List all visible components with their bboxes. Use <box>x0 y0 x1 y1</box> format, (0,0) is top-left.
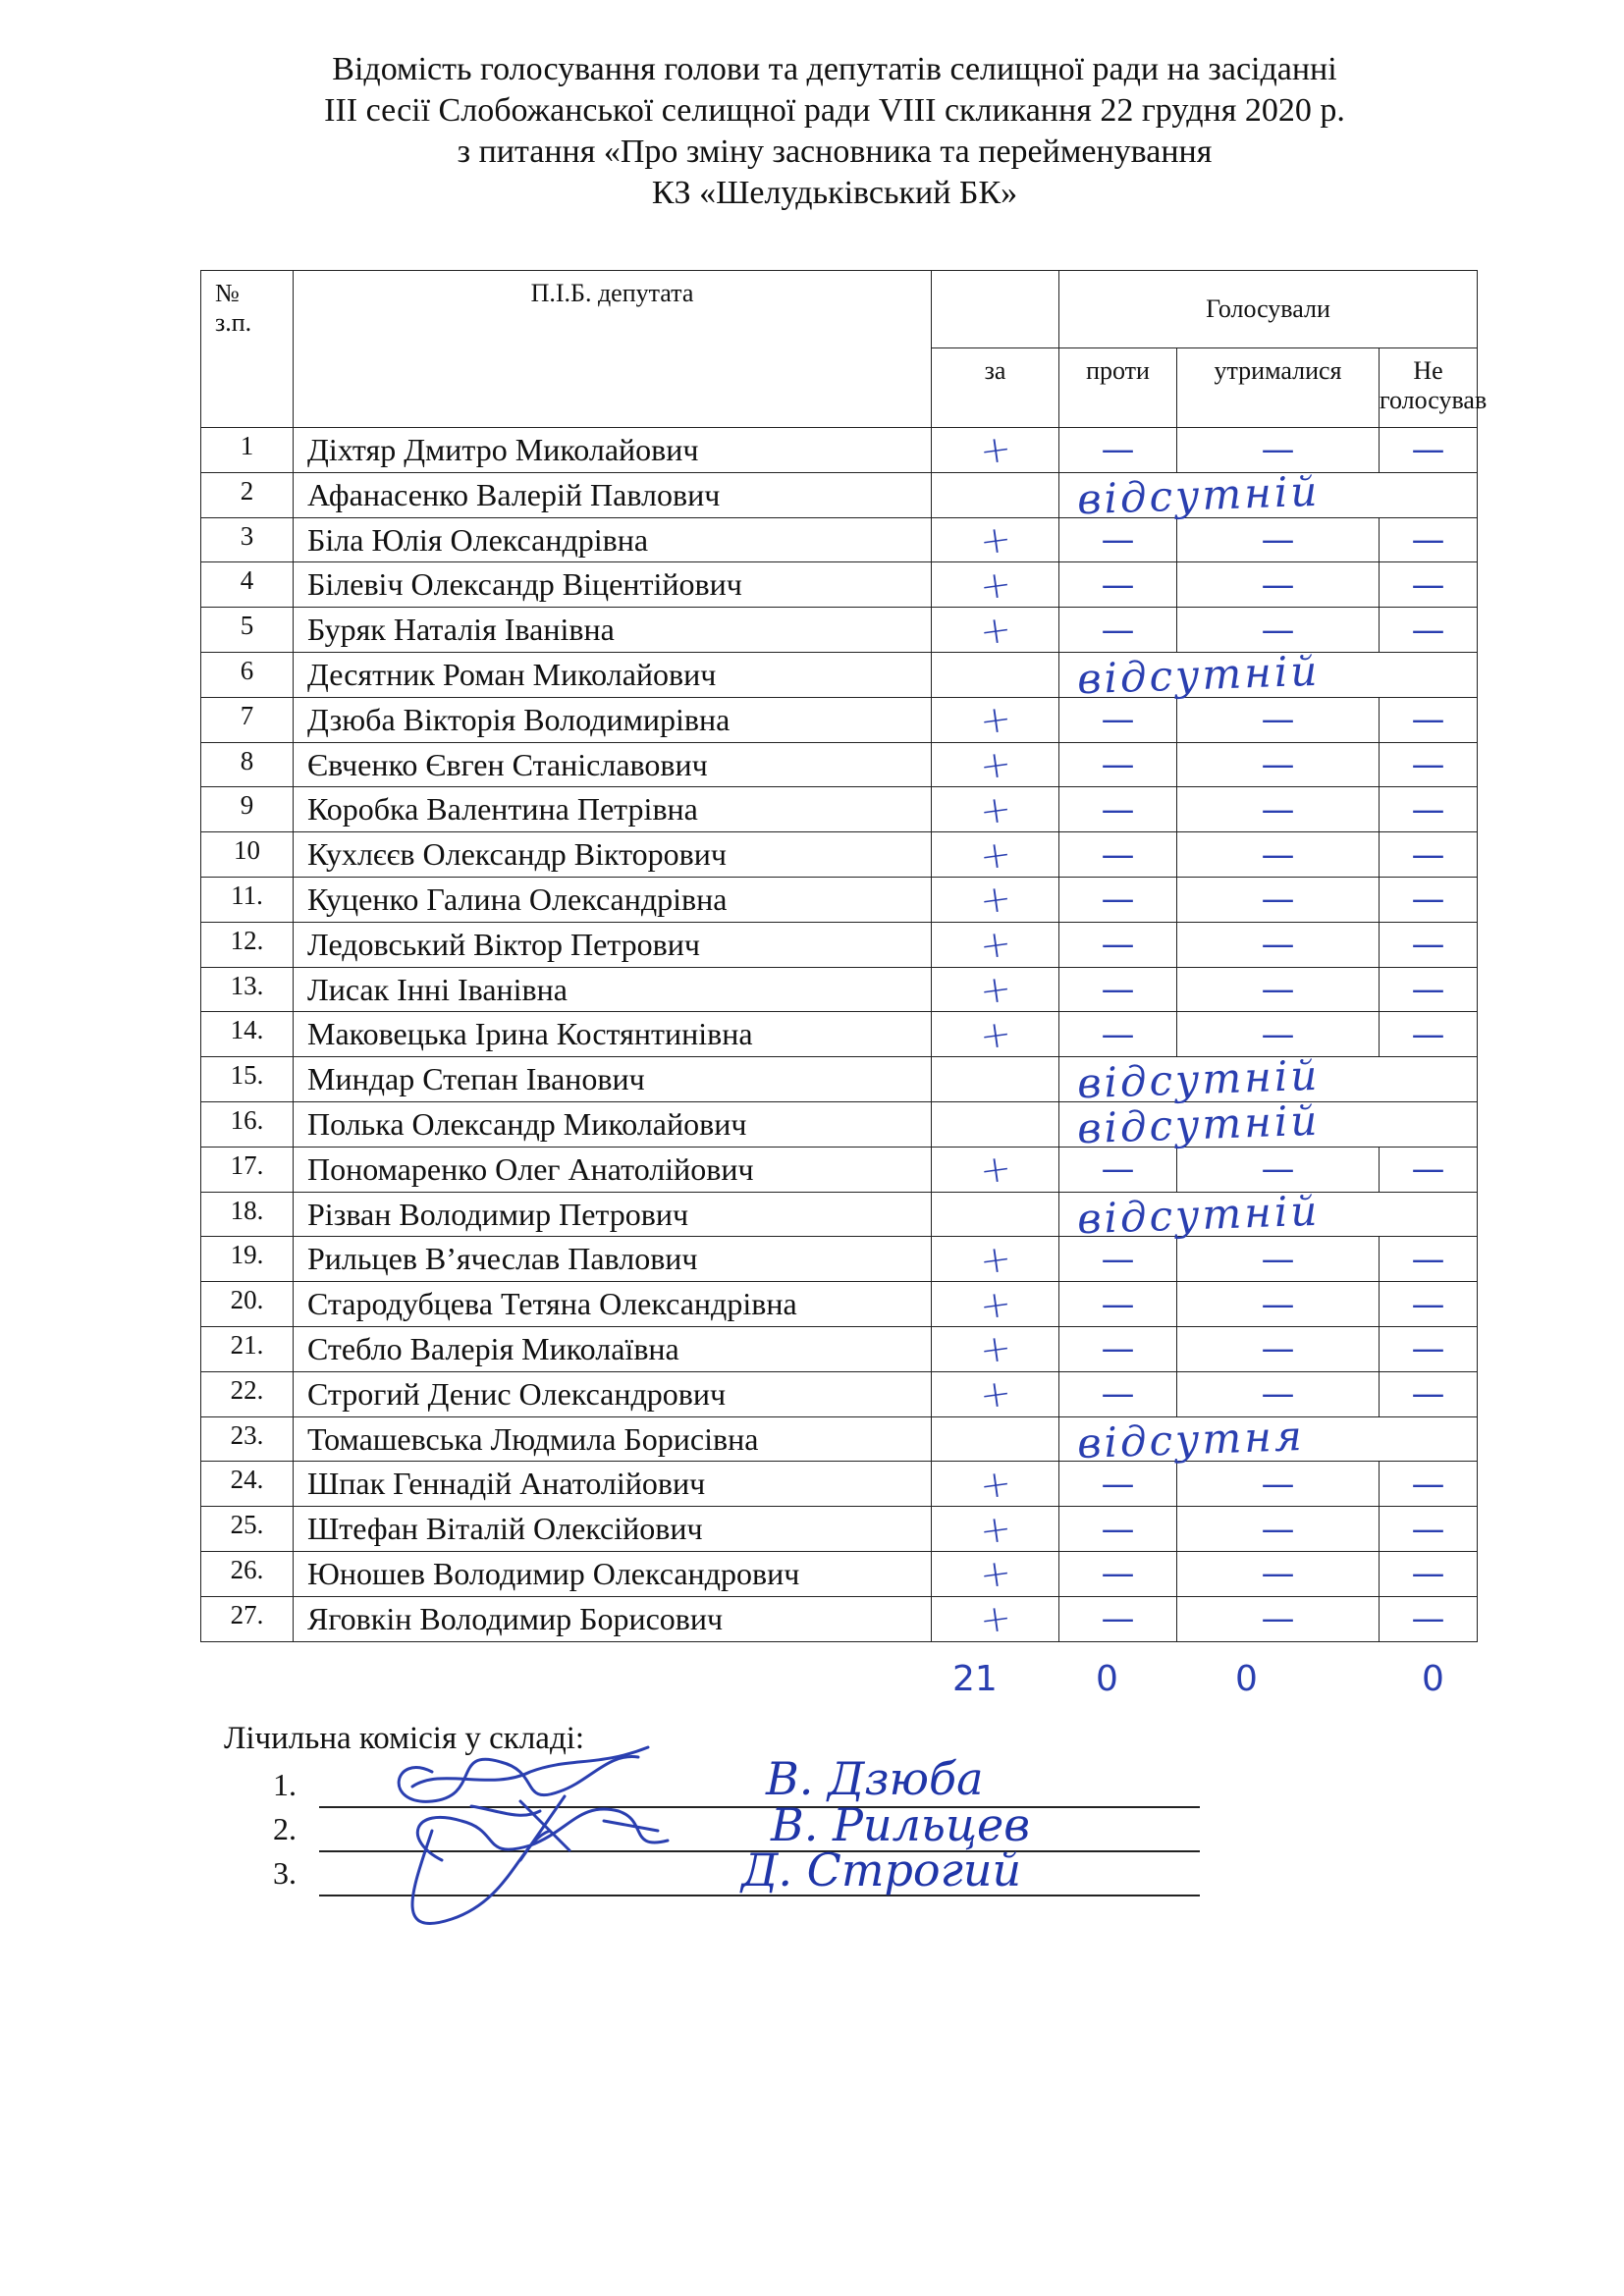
header-deputy-name: П.І.Б. депутата <box>294 271 932 428</box>
vote-plus-mark: + <box>976 830 1014 879</box>
row-number: 15. <box>201 1057 294 1102</box>
row-number: 8 <box>201 742 294 787</box>
vote-for-cell <box>932 832 1059 878</box>
row-number: 26. <box>201 1551 294 1596</box>
vote-for-cell <box>932 1101 1059 1147</box>
vote-not-voted-cell <box>1380 608 1478 653</box>
vote-for-cell <box>932 877 1059 922</box>
row-number: 24. <box>201 1462 294 1507</box>
vote-abstained-cell <box>1177 1371 1380 1416</box>
deputy-name: Юношев Володимир Олександрович <box>294 1551 932 1596</box>
vote-for-cell <box>932 1551 1059 1596</box>
vote-plus-mark: + <box>976 921 1014 969</box>
vote-dash-mark: — <box>1101 1509 1135 1549</box>
absent-cell <box>1059 1186 1478 1243</box>
vote-abstained-cell <box>1177 787 1380 832</box>
commission-member-number: 2. <box>273 1811 297 1846</box>
commission-member-name: Д. Строгий <box>741 1843 1022 1896</box>
table-row <box>201 1282 1478 1327</box>
row-number: 21. <box>201 1326 294 1371</box>
vote-plus-mark: + <box>976 426 1014 474</box>
vote-against-cell <box>1059 1147 1177 1192</box>
table-row <box>201 1101 1478 1147</box>
vote-against-cell <box>1059 1282 1177 1327</box>
vote-for-cell <box>932 1596 1059 1641</box>
vote-dash-mark: — <box>1261 1149 1295 1190</box>
deputy-name: Біла Юлія Олександрівна <box>294 517 932 562</box>
vote-plus-mark: + <box>976 1010 1014 1058</box>
total-for: 21 <box>952 1659 998 1699</box>
vote-against-cell <box>1059 832 1177 878</box>
table-row <box>201 428 1478 473</box>
vote-for-cell <box>932 967 1059 1012</box>
deputy-name: Стародубцева Тетяна Олександрівна <box>294 1282 932 1327</box>
row-number: 3 <box>201 517 294 562</box>
vote-against-cell <box>1059 608 1177 653</box>
vote-plus-mark: + <box>976 561 1014 609</box>
vote-abstained-cell <box>1177 608 1380 653</box>
vote-for-cell <box>932 608 1059 653</box>
table-row <box>201 787 1478 832</box>
vote-dash-mark: — <box>1101 969 1135 1009</box>
vote-dash-mark: — <box>1411 789 1445 829</box>
deputy-name: Лисак Інні Іванівна <box>294 967 932 1012</box>
vote-plus-mark: + <box>976 876 1014 924</box>
vote-abstained-cell <box>1177 742 1380 787</box>
commission-member-number: 1. <box>273 1767 297 1802</box>
vote-not-voted-cell <box>1380 1147 1478 1192</box>
commission-member-name: В. Дзюба <box>766 1752 984 1805</box>
row-number: 11. <box>201 877 294 922</box>
row-number: 19. <box>201 1237 294 1282</box>
vote-against-cell <box>1059 562 1177 608</box>
vote-against-cell <box>1059 877 1177 922</box>
vote-plus-mark: + <box>976 1595 1014 1643</box>
vote-plus-mark: + <box>976 1280 1014 1328</box>
vote-abstained-cell <box>1177 1551 1380 1596</box>
table-row <box>201 922 1478 967</box>
vote-for-cell <box>932 1371 1059 1416</box>
vote-dash-mark: — <box>1101 1464 1135 1504</box>
vote-dash-mark: — <box>1261 430 1295 470</box>
vote-abstained-cell <box>1177 1147 1380 1192</box>
vote-dash-mark: — <box>1261 744 1295 784</box>
vote-not-voted-cell <box>1380 967 1478 1012</box>
table-row <box>201 877 1478 922</box>
vote-against-cell <box>1059 1012 1177 1057</box>
vote-abstained-cell <box>1177 877 1380 922</box>
vote-dash-mark: — <box>1261 1374 1295 1415</box>
vote-dash-mark: — <box>1261 1284 1295 1324</box>
deputy-name: Строгий Денис Олександрович <box>294 1371 932 1416</box>
vote-dash-mark: — <box>1261 925 1295 965</box>
vote-dash-mark: — <box>1261 1509 1295 1549</box>
vote-for-cell <box>932 1462 1059 1507</box>
vote-abstained-cell <box>1177 1507 1380 1552</box>
vote-abstained-cell <box>1177 562 1380 608</box>
header-for: за <box>932 348 1059 428</box>
vote-abstained-cell <box>1177 832 1380 878</box>
vote-dash-mark: — <box>1261 1329 1295 1369</box>
vote-not-voted-cell <box>1380 1596 1478 1641</box>
vote-abstained-cell <box>1177 1326 1380 1371</box>
vote-plus-mark: + <box>976 606 1014 654</box>
total-not-voted: 0 <box>1422 1659 1444 1699</box>
vote-against-cell <box>1059 1462 1177 1507</box>
vote-dash-mark: — <box>1411 1464 1445 1504</box>
header-abstained: утрималися <box>1177 348 1380 428</box>
title-line-4: КЗ «Шелудьківський БК» <box>651 175 1018 211</box>
vote-against-cell <box>1059 967 1177 1012</box>
deputy-name: Афанасенко Валерій Павлович <box>294 472 932 517</box>
deputy-name: Полька Олександр Миколайович <box>294 1101 932 1147</box>
header-number: № з.п. <box>201 271 294 428</box>
row-number: 9 <box>201 787 294 832</box>
vote-dash-mark: — <box>1261 1239 1295 1279</box>
deputy-name: Томашевська Людмила Борисівна <box>294 1416 932 1462</box>
vote-not-voted-cell <box>1380 1462 1478 1507</box>
header-voted-group: Голосували <box>1059 271 1478 348</box>
vote-dash-mark: — <box>1411 1284 1445 1324</box>
vote-dash-mark: — <box>1101 430 1135 470</box>
absent-cell <box>1059 646 1478 704</box>
vote-dash-mark: — <box>1101 834 1135 875</box>
row-number: 6 <box>201 652 294 697</box>
title-line-2: ІІІ сесії Слобожанської селищної ради VIII скликання 22 грудня 2020 р. <box>324 92 1345 129</box>
vote-for-cell <box>932 1192 1059 1237</box>
header-empty <box>932 271 1059 348</box>
vote-for-cell <box>932 1147 1059 1192</box>
table-row <box>201 1462 1478 1507</box>
header-not-voted: Не голосував <box>1380 348 1478 428</box>
row-number: 7 <box>201 697 294 742</box>
deputy-name: Білевіч Олександр Віцентійович <box>294 562 932 608</box>
document-title <box>196 49 1473 214</box>
vote-abstained-cell <box>1177 1237 1380 1282</box>
deputy-name: Десятник Роман Миколайович <box>294 652 932 697</box>
table-row <box>201 1326 1478 1371</box>
vote-plus-mark: + <box>976 965 1014 1013</box>
vote-dash-mark: — <box>1101 880 1135 920</box>
table-row <box>201 472 1478 517</box>
table-row <box>201 1507 1478 1552</box>
row-number: 5 <box>201 608 294 653</box>
vote-against-cell <box>1059 697 1177 742</box>
total-abstained: 0 <box>1235 1659 1258 1699</box>
vote-abstained-cell <box>1177 697 1380 742</box>
vote-dash-mark: — <box>1411 1239 1445 1279</box>
vote-dash-mark: — <box>1261 789 1295 829</box>
vote-against-cell <box>1059 1237 1177 1282</box>
vote-for-cell <box>932 1416 1059 1462</box>
header-against: проти <box>1059 348 1177 428</box>
vote-against-cell <box>1059 1326 1177 1371</box>
vote-dash-mark: — <box>1411 834 1445 875</box>
deputy-name: Штефан Віталій Олексійович <box>294 1507 932 1552</box>
row-number: 13. <box>201 967 294 1012</box>
vote-dash-mark: — <box>1261 610 1295 650</box>
vote-dash-mark: — <box>1101 789 1135 829</box>
vote-dash-mark: — <box>1101 1014 1135 1054</box>
vote-dash-mark: — <box>1411 880 1445 920</box>
vote-dash-mark: — <box>1261 1014 1295 1054</box>
row-number: 27. <box>201 1596 294 1641</box>
vote-plus-mark: + <box>976 1325 1014 1373</box>
vote-plus-mark: + <box>976 785 1014 833</box>
title-line-1: Відомість голосування голови та депутатів селищної ради на засіданні <box>332 51 1337 87</box>
vote-plus-mark: + <box>976 1550 1014 1598</box>
absent-note: відсутній <box>1076 1186 1322 1243</box>
vote-not-voted-cell <box>1380 428 1478 473</box>
deputy-name: Євченко Євген Станіславович <box>294 742 932 787</box>
absent-note: відсутній <box>1076 466 1322 524</box>
vote-dash-mark: — <box>1101 1554 1135 1594</box>
table-row <box>201 608 1478 653</box>
deputy-name: Коробка Валентина Петрівна <box>294 787 932 832</box>
table-row <box>201 652 1478 697</box>
deputy-name: Рильцев В’ячеслав Павлович <box>294 1237 932 1282</box>
vote-against-cell <box>1059 1596 1177 1641</box>
row-number: 16. <box>201 1101 294 1147</box>
vote-plus-mark: + <box>976 1460 1014 1508</box>
vote-not-voted-cell <box>1380 517 1478 562</box>
vote-for-cell <box>932 1012 1059 1057</box>
vote-dash-mark: — <box>1261 1464 1295 1504</box>
vote-for-cell <box>932 428 1059 473</box>
vote-dash-mark: — <box>1411 519 1445 560</box>
vote-dash-mark: — <box>1411 1374 1445 1415</box>
vote-for-cell <box>932 922 1059 967</box>
vote-dash-mark: — <box>1411 744 1445 784</box>
table-row <box>201 1237 1478 1282</box>
vote-abstained-cell <box>1177 1282 1380 1327</box>
vote-dash-mark: — <box>1261 880 1295 920</box>
vote-dash-mark: — <box>1411 1329 1445 1369</box>
vote-not-voted-cell <box>1380 562 1478 608</box>
vote-for-cell <box>932 652 1059 697</box>
vote-for-cell <box>932 1057 1059 1102</box>
title-line-3: з питання «Про зміну засновника та перейменування <box>457 133 1213 170</box>
row-number: 1 <box>201 428 294 473</box>
vote-for-cell <box>932 1237 1059 1282</box>
vote-abstained-cell <box>1177 1596 1380 1641</box>
vote-abstained-cell <box>1177 517 1380 562</box>
vote-dash-mark: — <box>1101 1599 1135 1639</box>
commission-member-number: 3. <box>273 1855 297 1891</box>
voting-table <box>200 270 1488 1643</box>
vote-dash-mark: — <box>1101 1329 1135 1369</box>
vote-for-cell <box>932 517 1059 562</box>
commission-label: Лічильна комісія у складі: <box>224 1721 585 1756</box>
commission-member-name: В. Рильцев <box>771 1798 1031 1851</box>
vote-dash-mark: — <box>1411 1014 1445 1054</box>
deputy-name: Буряк Наталія Іванівна <box>294 608 932 653</box>
deputy-name: Миндар Степан Іванович <box>294 1057 932 1102</box>
vote-for-cell <box>932 562 1059 608</box>
vote-plus-mark: + <box>976 1505 1014 1553</box>
vote-not-voted-cell <box>1380 1282 1478 1327</box>
vote-dash-mark: — <box>1101 519 1135 560</box>
vote-for-cell <box>932 1282 1059 1327</box>
table-row <box>201 1596 1478 1641</box>
deputy-name: Шпак Геннадій Анатолійович <box>294 1462 932 1507</box>
vote-not-voted-cell <box>1380 1326 1478 1371</box>
vote-dash-mark: — <box>1411 1599 1445 1639</box>
absent-cell <box>1059 466 1478 524</box>
row-number: 4 <box>201 562 294 608</box>
vote-against-cell <box>1059 517 1177 562</box>
table-row <box>201 517 1478 562</box>
vote-dash-mark: — <box>1411 969 1445 1009</box>
vote-dash-mark: — <box>1101 610 1135 650</box>
row-number: 22. <box>201 1371 294 1416</box>
vote-dash-mark: — <box>1411 1149 1445 1190</box>
table-row <box>201 562 1478 608</box>
vote-not-voted-cell <box>1380 877 1478 922</box>
vote-plus-mark: + <box>976 1146 1014 1194</box>
absent-cell <box>1059 1095 1478 1153</box>
row-number: 12. <box>201 922 294 967</box>
table-row <box>201 1416 1478 1462</box>
table-row <box>201 697 1478 742</box>
vote-for-cell <box>932 697 1059 742</box>
row-number: 2 <box>201 472 294 517</box>
vote-against-cell <box>1059 742 1177 787</box>
vote-for-cell <box>932 1326 1059 1371</box>
vote-abstained-cell <box>1177 1012 1380 1057</box>
table-row <box>201 1192 1478 1237</box>
vote-abstained-cell <box>1177 428 1380 473</box>
row-number: 10 <box>201 832 294 878</box>
vote-against-cell <box>1059 922 1177 967</box>
vote-dash-mark: — <box>1101 925 1135 965</box>
vote-for-cell <box>932 787 1059 832</box>
row-number: 18. <box>201 1192 294 1237</box>
vote-abstained-cell <box>1177 967 1380 1012</box>
table-row <box>201 1147 1478 1192</box>
vote-dash-mark: — <box>1261 1599 1295 1639</box>
deputy-name: Куценко Галина Олександрівна <box>294 877 932 922</box>
vote-not-voted-cell <box>1380 742 1478 787</box>
table-row <box>201 1371 1478 1416</box>
table-row <box>201 742 1478 787</box>
deputy-name: Кухлєєв Олександр Вікторович <box>294 832 932 878</box>
vote-not-voted-cell <box>1380 1507 1478 1552</box>
deputy-name: Яговкін Володимир Борисович <box>294 1596 932 1641</box>
row-number: 20. <box>201 1282 294 1327</box>
vote-dash-mark: — <box>1261 700 1295 740</box>
vote-dash-mark: — <box>1101 744 1135 784</box>
table-row <box>201 967 1478 1012</box>
vote-for-cell <box>932 1507 1059 1552</box>
vote-dash-mark: — <box>1261 564 1295 605</box>
vote-plus-mark: + <box>976 1370 1014 1418</box>
vote-against-cell <box>1059 1371 1177 1416</box>
deputy-name: Пономаренко Олег Анатолійович <box>294 1147 932 1192</box>
deputy-name: Ледовський Віктор Петрович <box>294 922 932 967</box>
vote-dash-mark: — <box>1101 1149 1135 1190</box>
vote-plus-mark: + <box>976 1235 1014 1283</box>
deputy-name: Дзюба Вікторія Володимирівна <box>294 697 932 742</box>
table-row <box>201 1012 1478 1057</box>
vote-not-voted-cell <box>1380 1371 1478 1416</box>
vote-dash-mark: — <box>1261 519 1295 560</box>
deputy-name: Стебло Валерія Миколаївна <box>294 1326 932 1371</box>
vote-not-voted-cell <box>1380 832 1478 878</box>
vote-plus-mark: + <box>976 740 1014 788</box>
absent-cell <box>1059 1411 1478 1468</box>
vote-not-voted-cell <box>1380 922 1478 967</box>
vote-dash-mark: — <box>1411 925 1445 965</box>
vote-dash-mark: — <box>1101 564 1135 605</box>
vote-not-voted-cell <box>1380 697 1478 742</box>
vote-abstained-cell <box>1177 1462 1380 1507</box>
vote-dash-mark: — <box>1411 610 1445 650</box>
vote-dash-mark: — <box>1101 700 1135 740</box>
row-number: 14. <box>201 1012 294 1057</box>
vote-not-voted-cell <box>1380 787 1478 832</box>
vote-against-cell <box>1059 787 1177 832</box>
vote-abstained-cell <box>1177 922 1380 967</box>
total-against: 0 <box>1096 1659 1118 1699</box>
absent-note: відсутній <box>1076 646 1322 704</box>
row-number: 25. <box>201 1507 294 1552</box>
table-row <box>201 1551 1478 1596</box>
vote-dash-mark: — <box>1411 1509 1445 1549</box>
vote-dash-mark: — <box>1411 700 1445 740</box>
vote-for-cell <box>932 742 1059 787</box>
deputy-name: Маковецька Ірина Костянтинівна <box>294 1012 932 1057</box>
deputy-name: Діхтяр Дмитро Миколайович <box>294 428 932 473</box>
absent-note: відсутня <box>1076 1411 1306 1468</box>
absent-note: відсутній <box>1076 1095 1322 1153</box>
vote-dash-mark: — <box>1411 1554 1445 1594</box>
vote-against-cell <box>1059 428 1177 473</box>
vote-dash-mark: — <box>1101 1374 1135 1415</box>
vote-dash-mark: — <box>1101 1284 1135 1324</box>
absent-cell <box>1059 1050 1478 1108</box>
vote-dash-mark: — <box>1261 834 1295 875</box>
vote-against-cell <box>1059 1507 1177 1552</box>
vote-against-cell <box>1059 1551 1177 1596</box>
absent-note: відсутній <box>1076 1050 1322 1108</box>
vote-dash-mark: — <box>1411 564 1445 605</box>
vote-plus-mark: + <box>976 515 1014 563</box>
vote-dash-mark: — <box>1411 430 1445 470</box>
table-row <box>201 832 1478 878</box>
vote-dash-mark: — <box>1261 1554 1295 1594</box>
table-row <box>201 1057 1478 1102</box>
deputy-name: Різван Володимир Петрович <box>294 1192 932 1237</box>
vote-for-cell <box>932 472 1059 517</box>
vote-dash-mark: — <box>1101 1239 1135 1279</box>
vote-dash-mark: — <box>1261 969 1295 1009</box>
vote-not-voted-cell <box>1380 1237 1478 1282</box>
row-number: 17. <box>201 1147 294 1192</box>
vote-not-voted-cell <box>1380 1012 1478 1057</box>
row-number: 23. <box>201 1416 294 1462</box>
vote-not-voted-cell <box>1380 1551 1478 1596</box>
vote-plus-mark: + <box>976 696 1014 744</box>
handwritten-signature <box>373 1713 687 1949</box>
